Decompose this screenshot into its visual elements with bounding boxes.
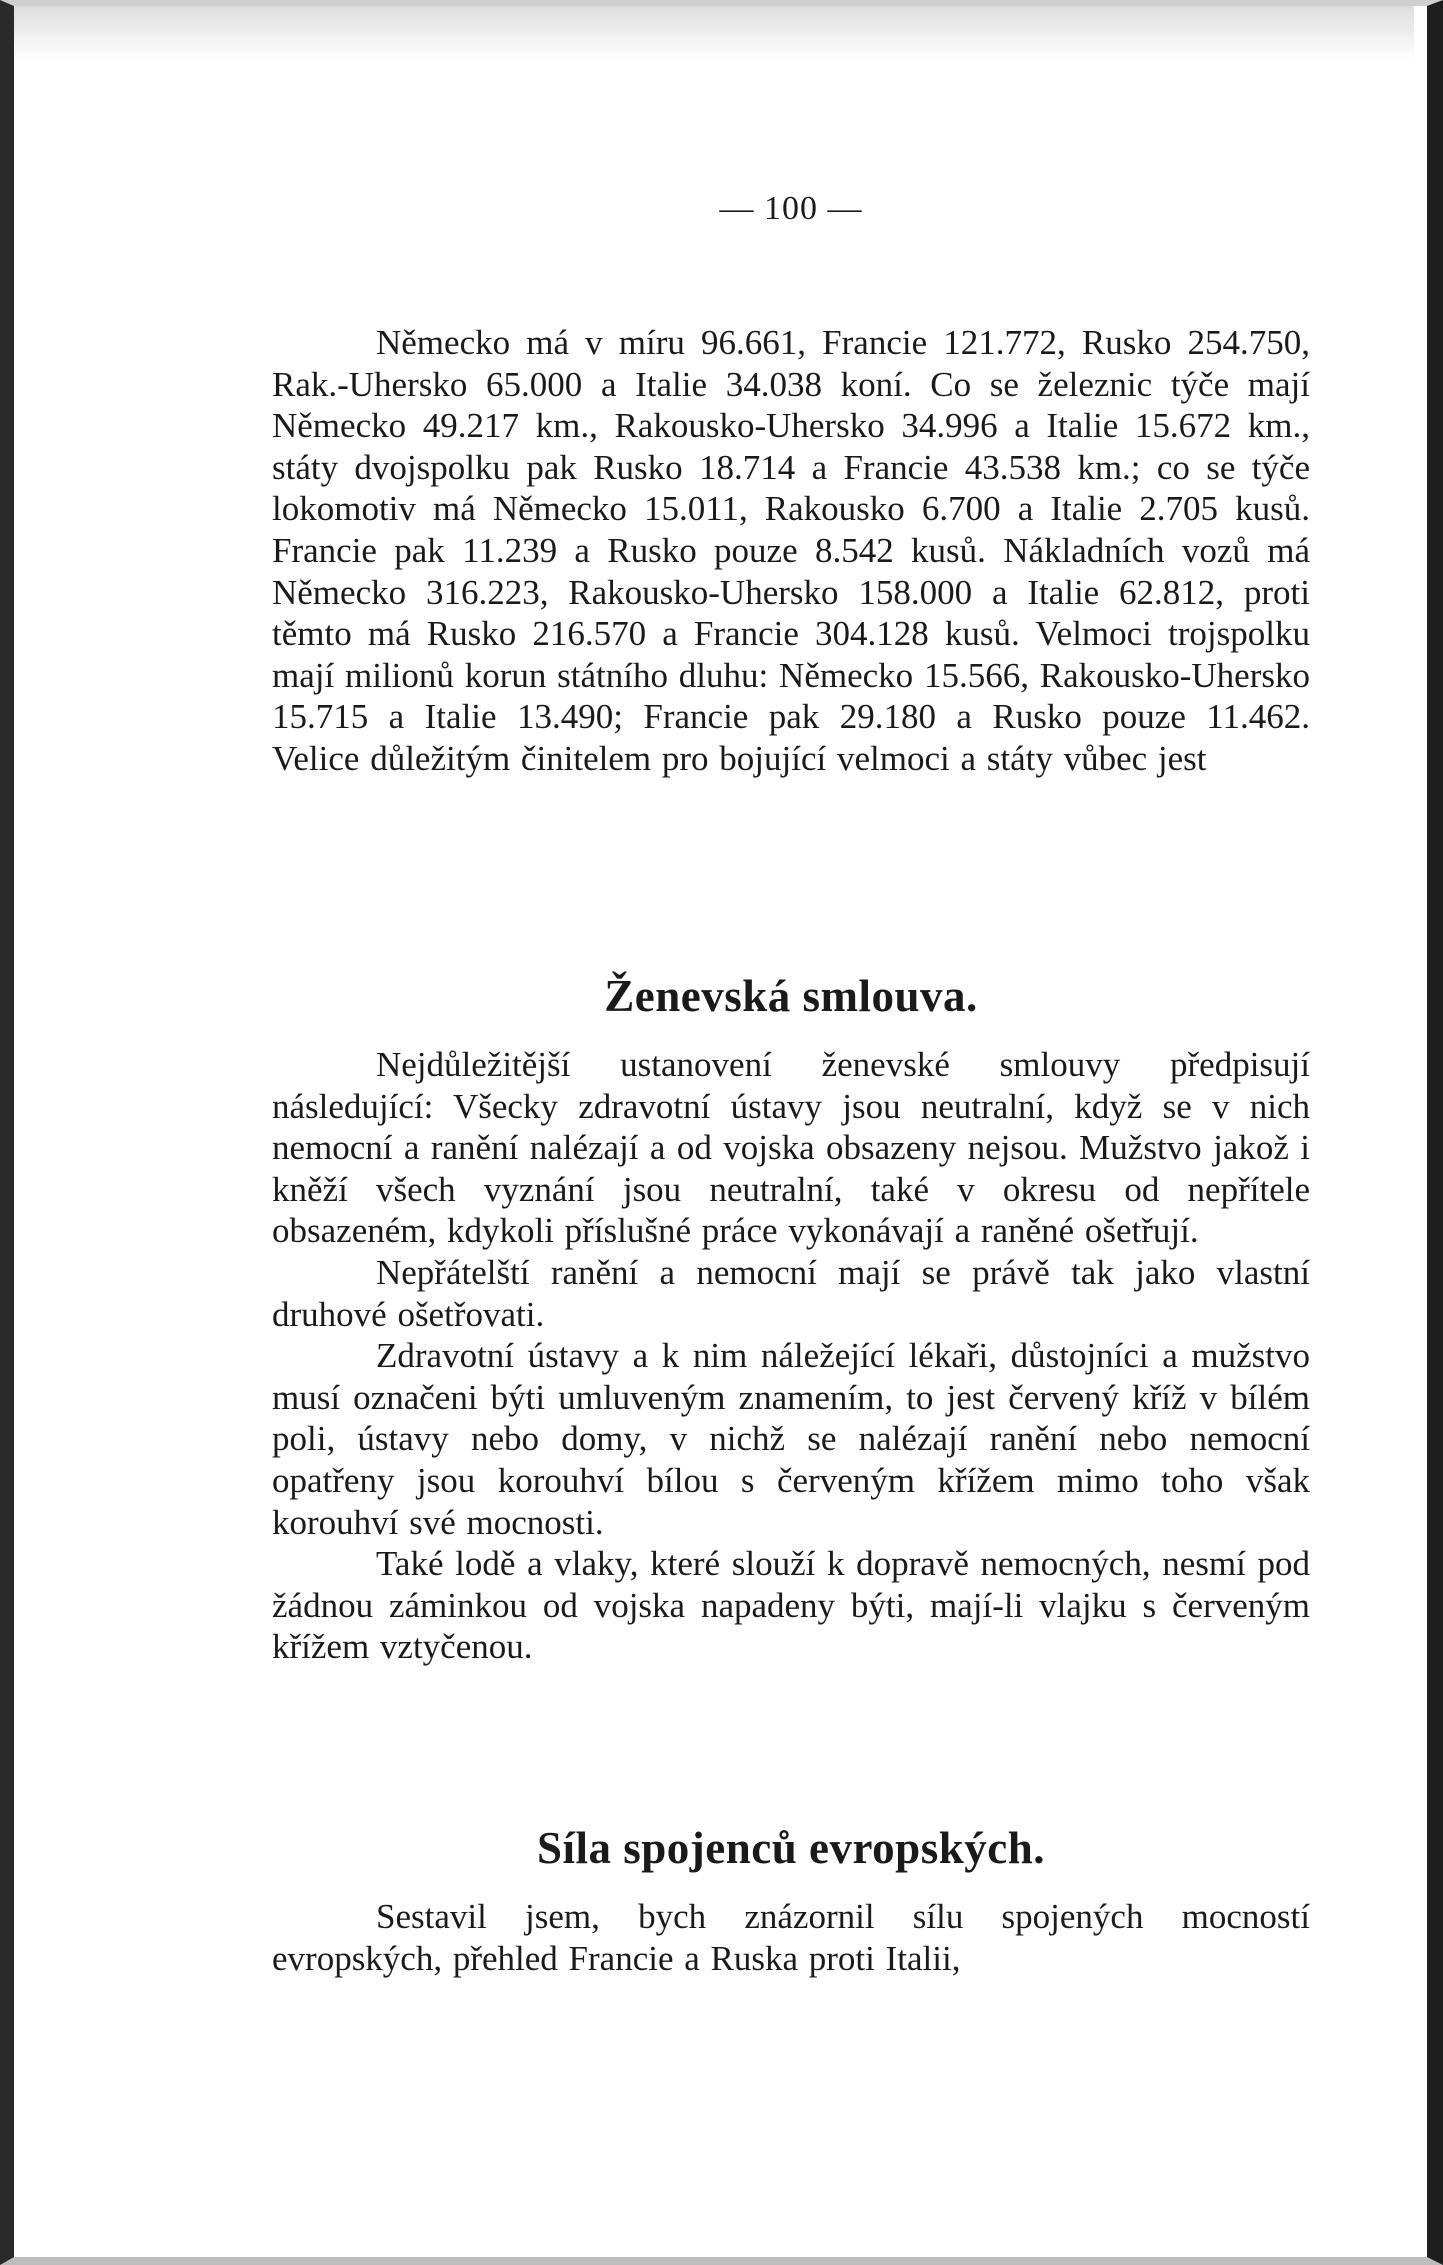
- section-heading-zenevska: Ženevská smlouva.: [604, 971, 978, 1021]
- zenevska-paragraph-4: Také lodě a vlaky, které slouží k dopravě nemocných, nesmí pod žádnou záminkou od vojska napadeny býti, mají-li vlajku s červeným křížem vztyčenou.: [272, 1544, 1310, 1667]
- intro-text-block: [272, 322, 1310, 780]
- sila-paragraph: Sestavil jsem, bych znázornil sílu spojených mocností evropských, přehled Francie a Ruska proti Italii,: [272, 1897, 1310, 1978]
- scan-top-shading: [14, 0, 1414, 60]
- zenevska-paragraph-3: Zdravotní ústavy a k nim náležející lékaři, důstojníci a mužstvo musí označeni býti umluveným znamením, to jest červený kříž v bílém poli, ústavy nebo domy, v nichž se nalézají ranění nebo nemocní opatřeny jsou korouhví bílou s červeným křížem mimo toho však korouhví své mocnosti.: [272, 1336, 1310, 1542]
- page-number: — 100 —: [719, 190, 863, 227]
- intro-paragraph: Německo má v míru 96.661, Francie 121.772, Rusko 254.750, Rak.-Uhersko 65.000 a Italie 34.038 koní. Co se železnic týče mají Německo 49.217 km., Rakousko-Uhersko 34.996 a Italie 15.672 km., státy dvojspolku pak Rusko 18.714 a Francie 43.538 km.; co se týče lokomotiv má Německo 15.011, Rakousko 6.700 a Italie 2.705 kusů. Francie pak 11.239 a Rusko pouze 8.542 kusů. Nákladních vozů má Německo 316.223, Rakousko-Uhersko 158.000 a Italie 62.812, proti těmto má Rusko 216.570 a Francie 304.128 kusů. Velmoci trojspolku mají milionů korun státního dluhu: Německo 15.566, Rakousko-Uhersko 15.715 a Italie 13.490; Francie pak 29.180 a Rusko pouze 11.462. Velice důležitým činitelem pro bojující velmoci a státy vůbec jest: [272, 323, 1310, 778]
- zenevska-text-block: [272, 1044, 1310, 1668]
- zenevska-paragraph-2: Nepřátelští ranění a nemocní mají se právě tak jako vlastní druhové ošetřovati.: [272, 1252, 1310, 1334]
- section-heading-sila: Síla spojenců evropských.: [536, 1823, 1045, 1873]
- sila-text-block: [272, 1896, 1310, 1979]
- zenevska-paragraph-1: Nejdůležitější ustanovení ženevské smlouvy předpisují následující: Všecky zdravotní ústavy jsou neutralní, když se v nich nemocní a ranění nalézají a od vojska obsazeny nejsou. Mužstvo jakož i kněží všech vyznání jsou neutralní, také v okresu od nepřítele obsazeném, kdykoli příslušné práce vykonávají a raněné ošetřují.: [272, 1045, 1310, 1251]
